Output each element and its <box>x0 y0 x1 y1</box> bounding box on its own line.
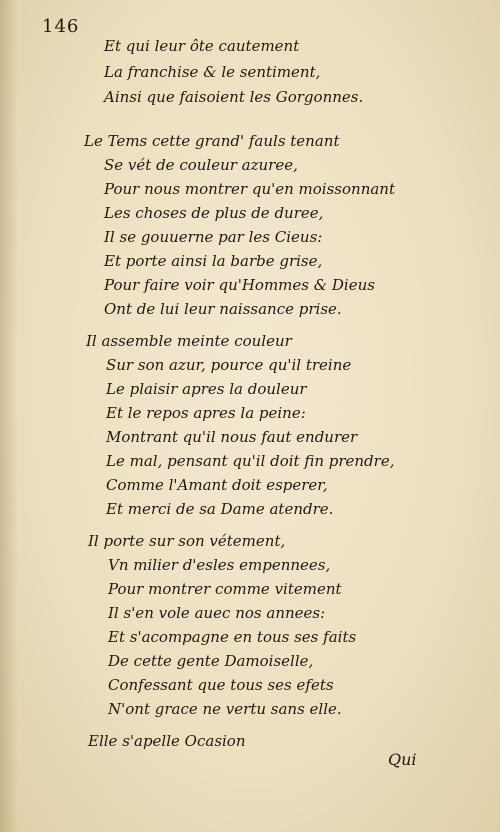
verse-line: Le plaisir apres la douleur <box>106 380 307 398</box>
verse-line: Se vét de couleur azuree, <box>104 156 298 174</box>
catchword: Qui <box>388 750 417 769</box>
verse-line: Pour faire voir qu'Hommes & Dieus <box>104 276 375 294</box>
verse-line: Les choses de plus de duree, <box>104 204 324 222</box>
verse-line: Et s'acompagne en tous ses faits <box>108 628 357 646</box>
verse-line: Il se gouuerne par les Cieus: <box>104 228 323 246</box>
verse-line: Sur son azur, pource qu'il treine <box>106 356 352 374</box>
verse-line: Et merci de sa Dame atendre. <box>106 500 334 518</box>
verse-line: Ont de lui leur naissance prise. <box>104 300 342 318</box>
verse-line: Elle s'apelle Ocasion <box>88 732 246 750</box>
verse-line: Comme l'Amant doit esperer, <box>106 476 328 494</box>
verse-line: Pour nous montrer qu'en moissonnant <box>104 180 395 198</box>
verse-line: Il s'en vole auec nos annees: <box>108 604 326 622</box>
verse-line: La franchise & le sentiment, <box>104 63 321 81</box>
verse-line: Ainsi que faisoient les Gorgonnes. <box>104 88 364 106</box>
verse-line: Pour montrer comme vitement <box>108 580 342 598</box>
verse-line: Il assemble meinte couleur <box>86 332 292 350</box>
verse-line: De cette gente Damoiselle, <box>108 652 314 670</box>
page-gutter-shadow <box>0 0 18 832</box>
verse-line: Montrant qu'il nous faut endurer <box>106 428 358 446</box>
verse-line: Et qui leur ôte cautement <box>104 37 300 55</box>
verse-line: Confessant que tous ses efets <box>108 676 334 694</box>
verse-line: N'ont grace ne vertu sans elle. <box>108 700 342 718</box>
page-number: 146 <box>42 16 80 37</box>
verse-line: Et porte ainsi la barbe grise, <box>104 252 323 270</box>
verse-line: Vn milier d'esles empennees, <box>108 556 331 574</box>
verse-line: Le Tems cette grand' fauls tenant <box>84 132 340 150</box>
verse-line: Et le repos apres la peine: <box>106 404 306 422</box>
verse-line: Le mal, pensant qu'il doit fin prendre, <box>106 452 395 470</box>
verse-line: Il porte sur son vétement, <box>88 532 286 550</box>
